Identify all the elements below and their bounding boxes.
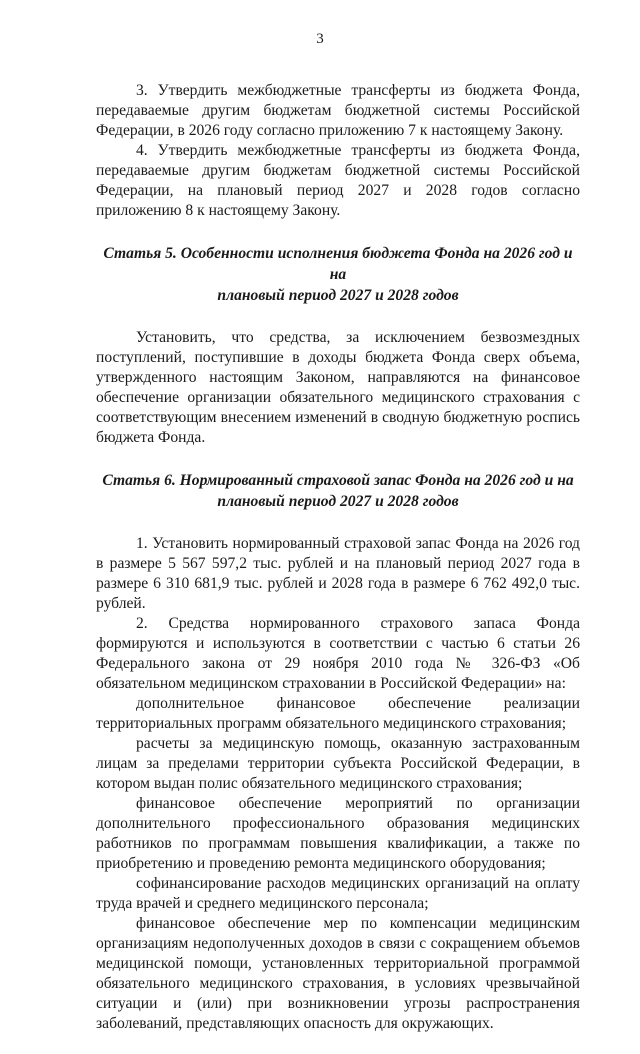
article-6-list-item-2: расчеты за медицинскую помощь, оказанную застрахованным лицам за пределами территории субъекта Российской Федерации, в котором выдан полис обязательного медицинского страхования; — [96, 735, 580, 792]
article-5-title-line2: плановый период 2027 и 2028 годов — [217, 287, 459, 304]
paragraph-item-3: 3. Утвердить межбюджетные трансферты из бюджета Фонда, передаваемые другим бюджетам бюджетной системы Российской Федерации, в 2026 году согласно приложению 7 к настоящему Закону. — [96, 82, 580, 139]
article-5 — [96, 243, 580, 306]
article-6-list-item-3: финансовое обеспечение мероприятий по организации дополнительного профессионального образования медицинских работников по программам повышения квалификации, а также по приобретению и проведению ремонта медицинского оборудования; — [96, 795, 580, 872]
article-6-body — [96, 534, 580, 1034]
article-6-paragraph-1: 1. Установить нормированный страховой запас Фонда на 2026 год в размере 5 567 597,2 тыс. рублей и на плановый период 2027 года в размере 6 310 681,9 тыс. рублей и 2028 года в размере 6 762 492,0 тыс. рублей. — [96, 535, 580, 612]
article-6-paragraph-2: 2. Средства нормированного страхового запаса Фонда формируются и используются в соответствии с частью 6 статьи 26 Федерального закона от 29 ноября 2010 года № 326-ФЗ «Об обязательном медицинском страховании в Российской Федерации» на: — [96, 615, 580, 692]
article-6-list-item-4: софинансирование расходов медицинских организаций на оплату труда врачей и среднего медицинского персонала; — [96, 875, 580, 912]
section-interbudget-transfers — [96, 81, 580, 221]
article-6-title-line1: Статья 6. Нормированный страховой запас Фонда на 2026 год и на — [102, 472, 574, 489]
article-6-list-item-5: финансовое обеспечение мер по компенсации медицинским организациям недополученных доходов в связи с сокращением объемов медицинской помощи, установленных территориальной программой обязательного медицинского страхования, в условиях чрезвычайной ситуации и (или) при возникновении угрозы распространения заболеваний, представляющих опасность для окружающих. — [96, 915, 580, 1032]
article-5-title-line1: Статья 5. Особенности исполнения бюджета Фонда на 2026 год и на — [103, 245, 573, 283]
article-5-body — [96, 328, 580, 448]
page-number: 3 — [316, 31, 324, 47]
paragraph-item-4: 4. Утвердить межбюджетные трансферты из бюджета Фонда, передаваемые другим бюджетам бюджетной системы Российской Федерации, на плановый период 2027 и 2028 годов согласно приложению 8 к настоящему Закону. — [96, 142, 580, 219]
article-6 — [96, 470, 580, 512]
article-5-paragraph: Установить, что средства, за исключением безвозмездных поступлений, поступившие в доходы бюджета Фонда сверх объема, утвержденного настоящим Законом, направляются на финансовое обеспечение организации обязательного медицинского страхования с соответствующим внесением изменений в сводную бюджетную роспись бюджета Фонда. — [96, 329, 580, 446]
document-body — [96, 81, 580, 1054]
article-6-list-item-1: дополнительное финансовое обеспечение реализации территориальных программ обязательного медицинского страхования; — [96, 695, 580, 732]
article-6-title-line2: плановый период 2027 и 2028 годов — [217, 493, 459, 510]
